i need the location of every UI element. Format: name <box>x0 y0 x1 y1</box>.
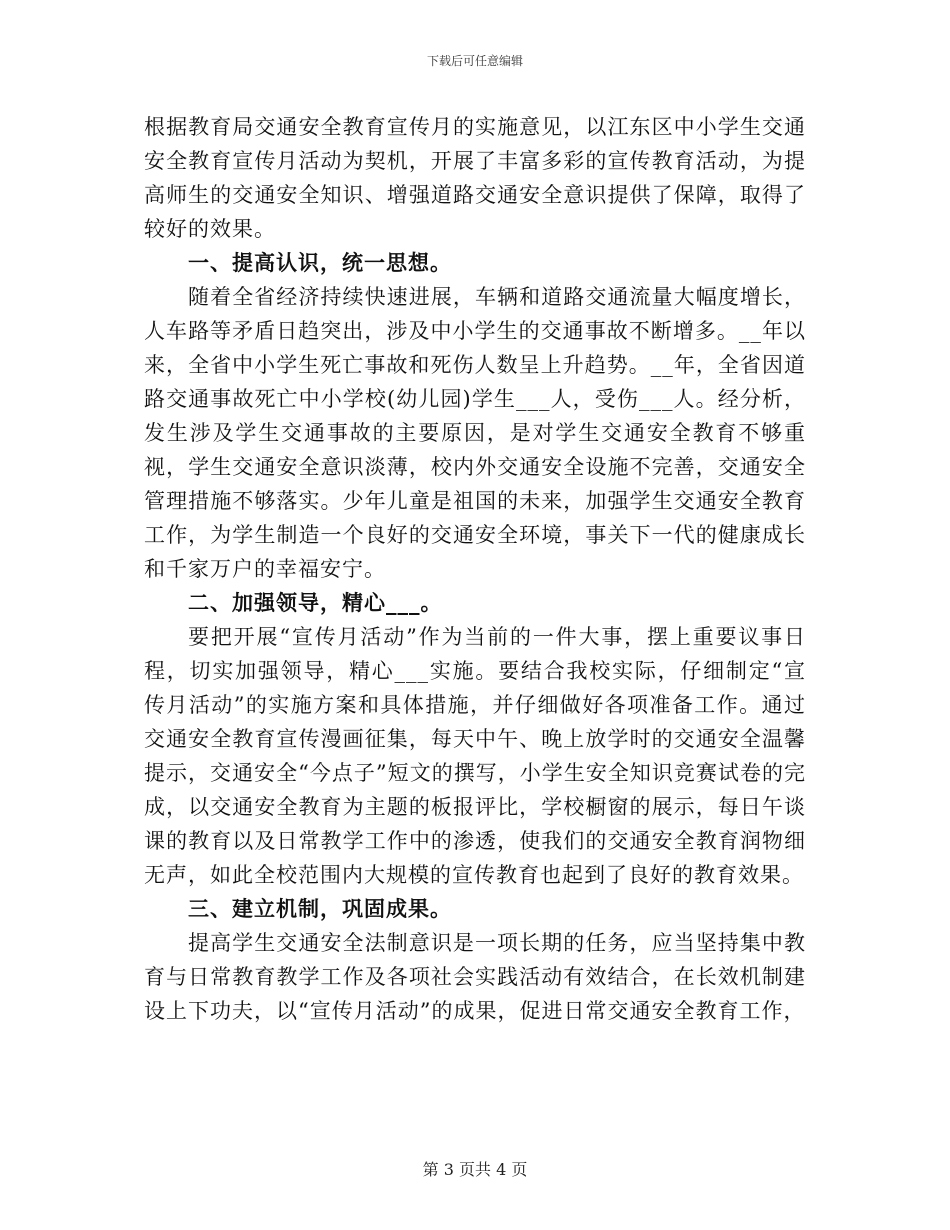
section-1-paragraph: 随着全省经济持续快速进展，车辆和道路交通流量大幅度增长，人车路等矛盾日趋突出，涉及中小学生的交通事故不断增多。__年以来，全省中小学生死亡事故和死伤人数呈上升趋势。__年，全省因道路交通事故死亡中小学校(幼儿园)学生___人，受伤___人。经分析，发生涉及学生交通事故的主要原因，是对学生交通安全教育不够重视，学生交通安全意识淡薄，校内外交通安全设施不完善，交通安全管理措施不够落实。少年儿童是祖国的未来，加强学生交通安全教育工作，为学生制造一个良好的交通安全环境，事关下一代的健康成长和千家万户的幸福安宁。 <box>144 285 806 581</box>
section-2-paragraph: 要把开展“宣传月活动”作为当前的一件大事，摆上重要议事日程，切实加强领导，精心___实施。要结合我校实际，仔细制定“宣传月活动”的实施方案和具体措施，并仔细做好各项准备工作。通过交通安全教育宣传漫画征集，每天中午、晚上放学时的交通安全温馨提示，交通安全“今点子”短文的撰写，小学生安全知识竞赛试卷的完成，以交通安全教育为主题的板报评比，学校橱窗的展示，每日午谈课的教育以及日常教学工作中的渗透，使我们的交通安全教育润物细无声，如此全校范围内大规模的宣传教育也起到了良好的教育效果。 <box>144 625 806 887</box>
section-heading-3: 三、建立机制，巩固成果。 <box>188 897 452 921</box>
section-heading-1: 一、提高认识，统一思想。 <box>188 251 452 275</box>
document-body <box>144 110 806 1028</box>
page-header: 下载后可任意编辑 <box>426 54 523 68</box>
section-heading-2: 二、加强领导，精心___。 <box>188 591 443 615</box>
intro-paragraph: 根据教育局交通安全教育宣传月的实施意见，以江东区中小学生交通安全教育宣传月活动为契机，开展了丰富多彩的宣传教育活动，为提高师生的交通安全知识、增强道路交通安全意识提供了保障，取得了较好的效果。 <box>144 115 806 241</box>
section-3-paragraph: 提高学生交通安全法制意识是一项长期的任务，应当坚持集中教育与日常教育教学工作及各项社会实践活动有效结合，在长效机制建设上下功夫，以“宣传月活动”的成果，促进日常交通安全教育工作， <box>144 931 806 1023</box>
page-footer: 第 3 页共 4 页 <box>422 1160 528 1179</box>
